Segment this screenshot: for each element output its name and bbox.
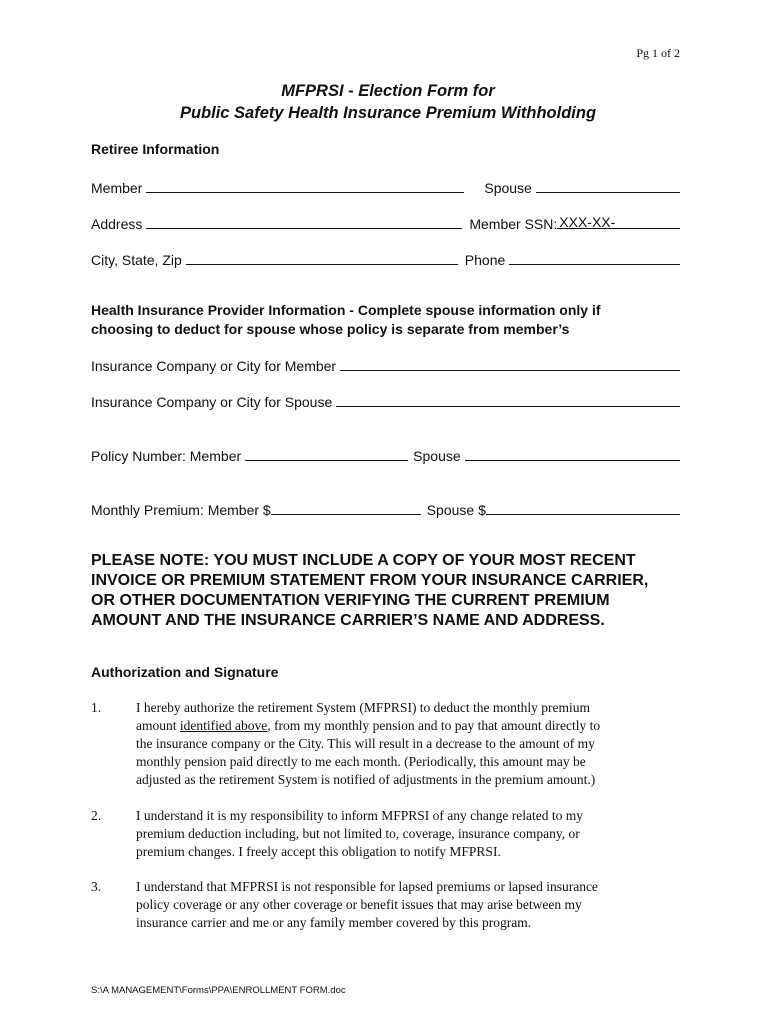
retiree-info-heading: Retiree Information — [91, 141, 220, 157]
member-name-field[interactable] — [146, 178, 464, 193]
provider-info-heading — [91, 301, 691, 339]
item-number: 1. — [91, 700, 102, 715]
underlined-text: identified above — [179, 718, 268, 733]
form-title: MFPRSI - Election Form for — [281, 82, 495, 100]
item-line: monthly pension paid directly to me each month. (Periodically, this amount may be — [136, 754, 586, 769]
page-number: Pg 1 of 2 — [636, 46, 680, 60]
note-line3: OR OTHER DOCUMENTATION VERIFYING THE CURRENT PREMIUM — [91, 592, 610, 609]
item-text — [136, 699, 681, 789]
premium-spouse-field[interactable] — [486, 500, 680, 515]
item-line-prefix: amount — [136, 718, 180, 733]
item-line: I understand it is my responsibility to inform MFPRSI of any change related to my — [136, 808, 583, 823]
address-label: Address — [91, 216, 143, 232]
item-text — [136, 878, 681, 932]
member-ssn-field[interactable] — [557, 214, 680, 229]
item-line: insurance carrier and me or any family member covered by this program. — [136, 915, 532, 930]
member-label: Member — [91, 180, 143, 196]
provider-heading-line2: choosing to deduct for spouse whose policy is separate from member’s — [91, 321, 570, 337]
item-line: I understand that MFPRSI is not responsible for lapsed premiums or lapsed insurance — [136, 879, 598, 894]
ins-spouse-row — [91, 390, 680, 410]
provider-heading-line1: Health Insurance Provider Information - Complete spouse information only if — [91, 302, 601, 318]
note-line4: AMOUNT AND THE INSURANCE CARRIER’S NAME AND ADDRESS. — [91, 612, 605, 629]
item-line: premium deduction including, but not limited to, coverage, insurance company, or — [136, 826, 580, 841]
address-field[interactable] — [146, 214, 462, 229]
spouse-label: Spouse — [484, 180, 532, 196]
premium-spouse-label: Spouse $ — [426, 502, 486, 518]
phone-field[interactable] — [509, 250, 680, 265]
policy-row — [91, 444, 680, 464]
policy-member-field[interactable] — [245, 446, 408, 461]
item-text — [136, 807, 681, 861]
item-line: policy coverage or any other coverage or benefit issues that may arise between my — [136, 897, 582, 912]
item-line: the insurance company or the City. This will result in a decrease to the amount of my — [136, 736, 595, 751]
member-ssn-label: Member SSN: — [469, 216, 558, 232]
item-line — [136, 717, 681, 735]
ins-member-field[interactable] — [340, 356, 680, 371]
member-row — [91, 176, 680, 196]
form-subtitle: Public Safety Health Insurance Premium Withholding — [179, 104, 597, 122]
premium-row — [91, 498, 680, 518]
item-line-comma: , — [267, 718, 271, 733]
item-line: I hereby authorize the retirement System (MFPRSI) to deduct the monthly premium — [136, 700, 591, 715]
authorization-heading: Authorization and Signature — [91, 664, 279, 680]
policy-spouse-field[interactable] — [465, 446, 680, 461]
spouse-name-field[interactable] — [536, 178, 680, 193]
item-line: premium changes. I freely accept this obligation to notify MFPRSI. — [136, 844, 501, 859]
member-ssn-value: XXX-XX- — [559, 214, 616, 230]
item-number: 2. — [91, 808, 102, 823]
item-line-rest: from my monthly pension and to pay that amount directly to — [273, 718, 601, 733]
ins-member-label: Insurance Company or City for Member — [91, 358, 337, 374]
ins-spouse-field[interactable] — [336, 392, 680, 407]
ins-spouse-label: Insurance Company or City for Spouse — [91, 394, 333, 410]
policy-member-label: Policy Number: Member — [91, 448, 242, 464]
item-line: adjusted as the retirement System is notified of adjustments in the premium amount.) — [136, 772, 596, 787]
footer-file-path: S:\A MANAGEMENT\Forms\PPA\ENROLLMENT FORM.doc — [91, 985, 346, 996]
premium-member-field[interactable] — [271, 500, 421, 515]
item-number: 3. — [91, 879, 102, 894]
city-state-zip-field[interactable] — [186, 250, 458, 265]
note-line1: PLEASE NOTE: YOU MUST INCLUDE A COPY OF YOUR MOST RECENT — [91, 552, 636, 569]
city-row — [91, 248, 680, 268]
policy-spouse-label: Spouse — [413, 448, 461, 464]
phone-label: Phone — [464, 252, 506, 268]
ins-member-row — [91, 354, 680, 374]
note-line2: INVOICE OR PREMIUM STATEMENT FROM YOUR INSURANCE CARRIER, — [91, 572, 649, 589]
please-note — [91, 551, 701, 631]
city-state-zip-label: City, State, Zip — [91, 252, 182, 268]
address-row — [91, 212, 680, 232]
premium-member-label: Monthly Premium: Member $ — [91, 502, 271, 518]
